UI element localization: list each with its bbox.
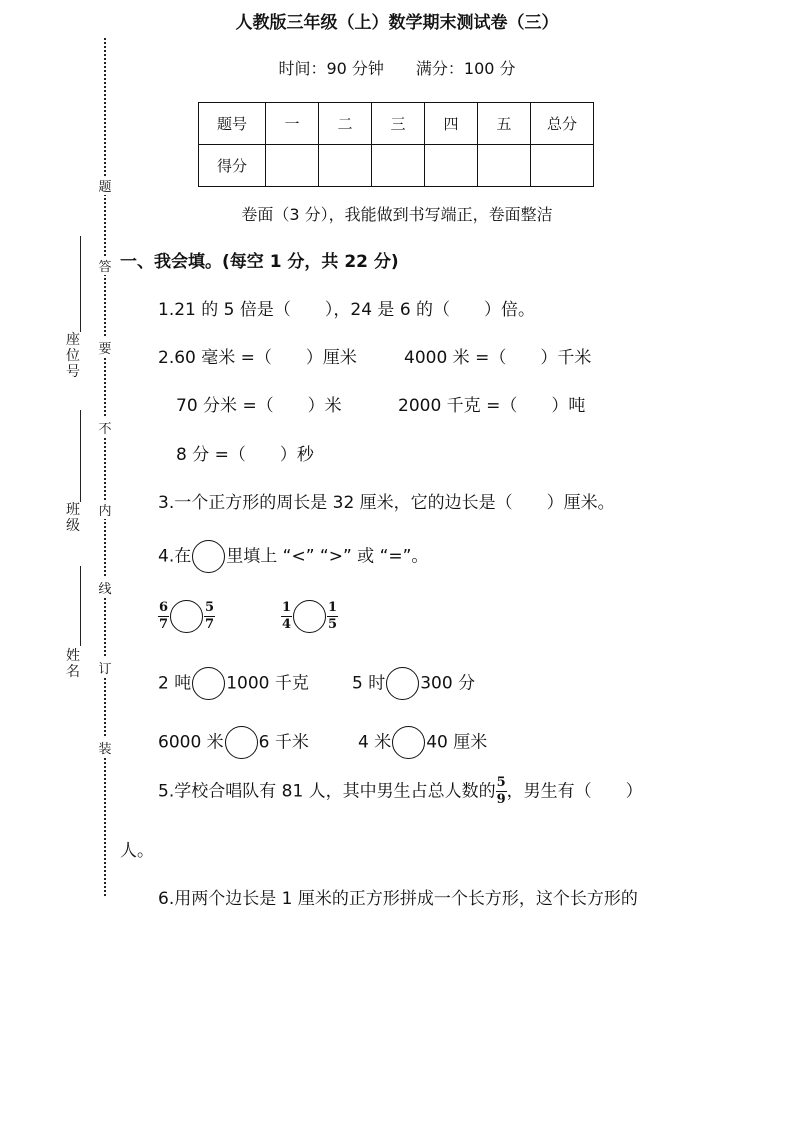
binding-char: 装 <box>96 738 114 757</box>
fraction-numerator: 6 <box>158 600 169 615</box>
section-title: 一、我会填。(每空 1 分，共 22 分) <box>120 252 399 272</box>
fraction-numerator: 1 <box>327 600 338 615</box>
compare-left: 4 米 <box>358 732 392 753</box>
binding-char: 答 <box>96 256 114 275</box>
table-cell: 总分 <box>531 103 594 145</box>
question-2d: 2000 千克 =（ ）吨 <box>398 396 586 416</box>
fraction-numerator: 5 <box>204 600 215 615</box>
page-title: 人教版三年级（上）数学期末测试卷（三） <box>235 13 559 33</box>
score-table-header-row <box>199 103 594 145</box>
question-2b: 4000 米 =（ ）千米 <box>404 348 592 368</box>
fraction <box>158 601 169 632</box>
compare-units-1 <box>158 667 309 700</box>
table-cell: 二 <box>319 103 372 145</box>
table-cell: 得分 <box>199 145 266 187</box>
question-3: 3.一个正方形的周长是 32 厘米，它的边长是（ ）厘米。 <box>158 493 615 513</box>
answer-circle-icon <box>192 540 225 573</box>
question-4-instruction <box>158 540 428 573</box>
compare-right: 1000 千克 <box>226 673 309 694</box>
compare-right: 300 分 <box>420 673 476 694</box>
seat-number-line[interactable] <box>80 236 81 332</box>
question-5 <box>158 776 643 807</box>
binding-char: 内 <box>96 500 114 519</box>
fraction-numerator: 1 <box>281 600 292 615</box>
binding-char: 题 <box>96 176 114 195</box>
question-2c: 70 分米 =（ ）米 <box>176 396 342 416</box>
compare-fractions-2 <box>281 600 338 633</box>
score-entry-cell[interactable] <box>372 145 425 187</box>
class-line[interactable] <box>80 410 81 502</box>
fraction <box>327 601 338 632</box>
score-table-score-row <box>199 145 594 187</box>
compare-units-4 <box>358 726 487 759</box>
compare-units-3 <box>158 726 309 759</box>
fraction-denominator: 9 <box>496 792 506 807</box>
answer-circle[interactable] <box>392 726 425 759</box>
compare-fractions-1 <box>158 600 215 633</box>
exam-full-score: 满分：100 分 <box>415 59 516 78</box>
table-cell: 题号 <box>199 103 266 145</box>
name-label: 姓名 <box>66 648 80 680</box>
score-entry-cell[interactable] <box>425 145 478 187</box>
answer-circle[interactable] <box>170 600 203 633</box>
table-cell: 一 <box>266 103 319 145</box>
compare-left: 6000 米 <box>158 732 224 753</box>
exam-time: 时间：90 分钟 <box>278 59 384 78</box>
score-entry-cell[interactable] <box>266 145 319 187</box>
fraction-denominator: 4 <box>281 617 292 632</box>
question-5-continued: 人。 <box>120 841 154 861</box>
fraction-denominator: 7 <box>204 617 215 632</box>
compare-right: 6 千米 <box>258 732 309 753</box>
name-line[interactable] <box>80 566 81 646</box>
table-cell: 五 <box>478 103 531 145</box>
binding-char: 线 <box>96 578 114 597</box>
seat-number-label: 座位号 <box>66 332 80 380</box>
binding-char: 要 <box>96 338 114 357</box>
class-label: 班级 <box>66 502 80 534</box>
fraction-denominator: 7 <box>158 617 169 632</box>
q4-prefix: 4.在 <box>158 546 192 567</box>
table-cell: 三 <box>372 103 425 145</box>
binding-dotted-line <box>104 38 106 896</box>
score-entry-cell[interactable] <box>319 145 372 187</box>
fraction <box>281 601 292 632</box>
q5-text: 5.学校合唱队有 81 人，其中男生占总人数的 <box>158 781 496 802</box>
compare-right: 40 厘米 <box>426 732 488 753</box>
exam-info <box>0 56 794 79</box>
q4-suffix: 里填上 “<” “>” 或 “=”。 <box>226 546 429 567</box>
answer-circle[interactable] <box>386 667 419 700</box>
binding-char: 不 <box>96 418 114 437</box>
score-table <box>198 102 594 187</box>
compare-left: 5 时 <box>352 673 386 694</box>
neatness-note: 卷面（3 分），我能做到书写端正，卷面整洁 <box>241 205 553 224</box>
question-2e: 8 分 =（ ）秒 <box>176 445 314 465</box>
q5-text: ，男生有（ ） <box>506 781 643 802</box>
answer-circle[interactable] <box>225 726 258 759</box>
compare-left: 2 吨 <box>158 673 192 694</box>
binding-char: 订 <box>96 658 114 677</box>
answer-circle[interactable] <box>192 667 225 700</box>
fraction <box>204 601 215 632</box>
compare-units-2 <box>352 667 475 700</box>
question-2a: 2.60 毫米 =（ ）厘米 <box>158 348 357 368</box>
score-entry-cell[interactable] <box>531 145 594 187</box>
score-entry-cell[interactable] <box>478 145 531 187</box>
fraction-denominator: 5 <box>327 617 338 632</box>
fraction-numerator: 5 <box>496 775 506 790</box>
question-1: 1.21 的 5 倍是（ ），24 是 6 的（ ）倍。 <box>158 300 536 320</box>
fraction <box>496 776 507 807</box>
table-cell: 四 <box>425 103 478 145</box>
question-6: 6.用两个边长是 1 厘米的正方形拼成一个长方形，这个长方形的 <box>158 889 638 909</box>
answer-circle[interactable] <box>293 600 326 633</box>
